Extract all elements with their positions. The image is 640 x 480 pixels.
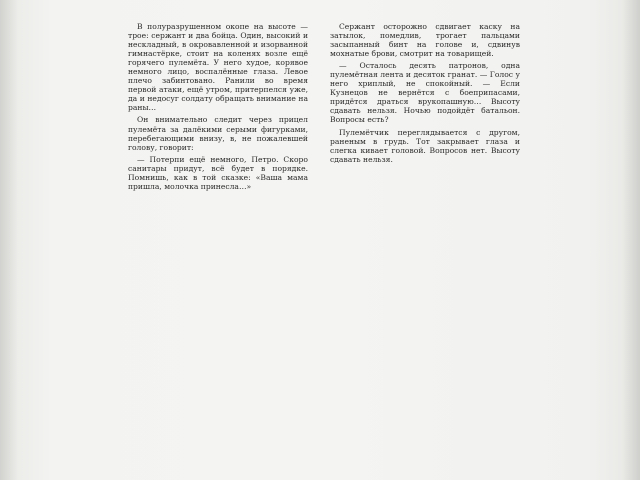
text-column-left	[128, 22, 308, 480]
paragraph: Пулемётчик переглядывается с другом, раненым в грудь. Тот закрывает глаза и слегка кивает головой. Вопросов нет. Высоту сдавать нельзя.	[330, 127, 520, 164]
paragraph: — Потерпи ещё немного, Петро. Скоро санитары придут, всё будет в порядке. Помнишь, как в той сказке: «Ваша мама пришла, молочка принесла…»	[128, 154, 308, 191]
paragraph: — Осталось десять патронов, одна пулемётная лента и десяток гранат. — Голос у него хриплый, не спокойный. — Если Кузнецов не вернётся с боеприпасами, придётся драться врукопашную… Высоту сдавать нельзя. Ночью подойдёт батальон. Вопросы есть?	[330, 61, 520, 125]
paragraph: Он внимательно следит через прицел пулемёта за далёкими серыми фигурками, перебегающими внизу, в, не пожалевшей голову, говорит:	[128, 115, 308, 152]
paragraph: Сержант осторожно сдвигает каску на затылок, помедлив, трогает пальцами засыпанный бинт на голове и, сдвинув мохнатые брови, смотрит на товарищей.	[330, 22, 520, 59]
paragraph: В полуразрушенном окопе на высоте — трое: сержант и два бойца. Один, высокий и нескладный, в окровавленной и изорванной гимнастёрке, стоит на коленях возле ещё горячего пулемёта. У него худое, корявое немного лицо, воспалённые глаза. Левое плечо забинтовано. Ранили во время первой атаки, ещё утром, притерпелся уже, да и недосуг солдату обращать внимание на раны…	[128, 22, 308, 113]
page-edge-shadow-right	[622, 0, 640, 480]
page-edge-shadow-left	[0, 0, 18, 480]
text-column-right	[330, 22, 520, 480]
